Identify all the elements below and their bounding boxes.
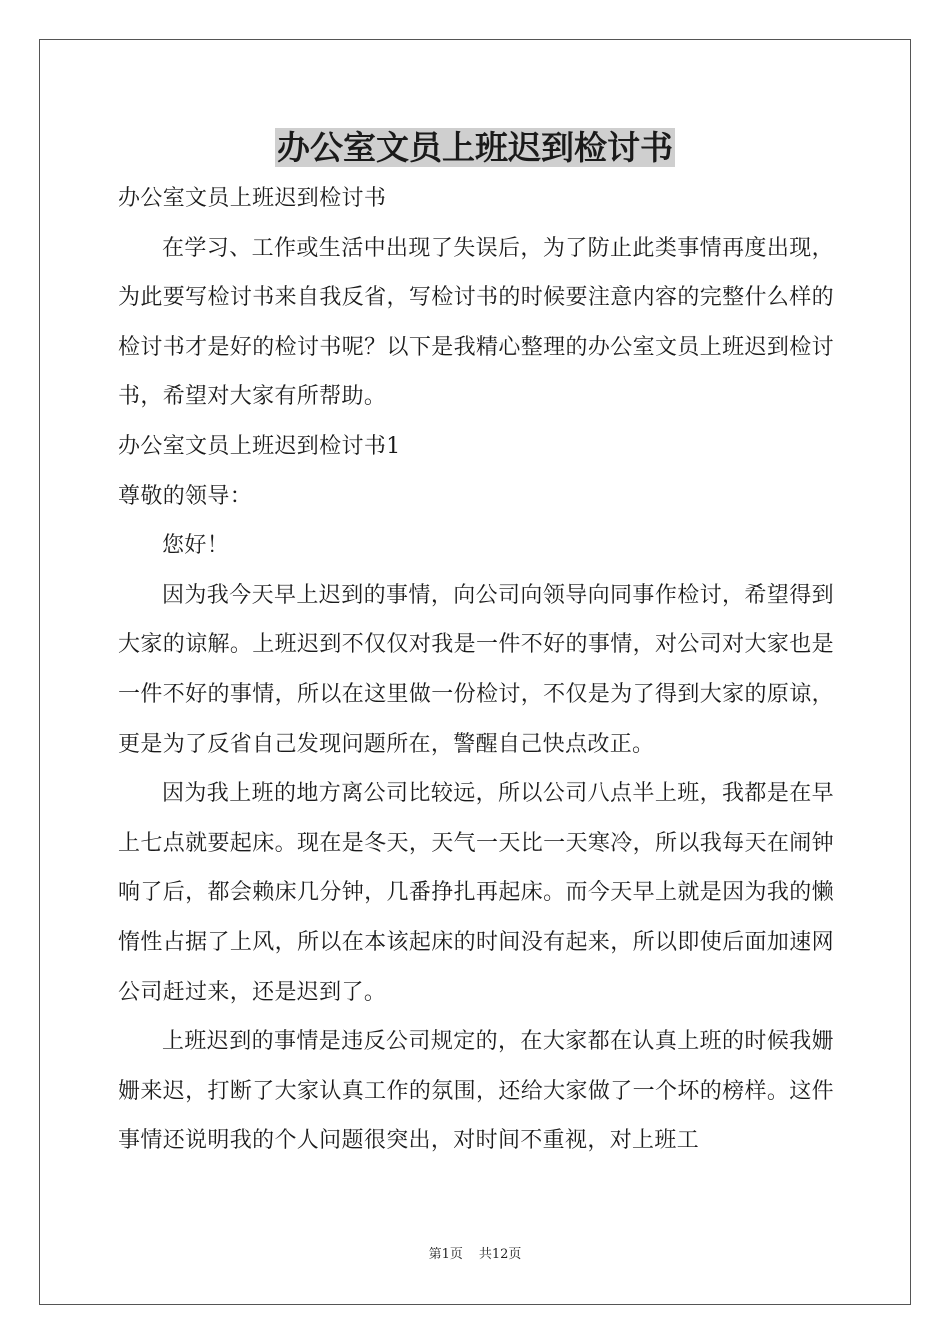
body-paragraph-1: 因为我今天早上迟到的事情，向公司向领导向同事作检讨，希望得到大家的谅解。上班迟到不仅仅对我是一件不好的事情，对公司对大家也是一件不好的事情，所以在这里做一份检讨，不仅是为了得到大家的原谅，更是为了反省自己发现问题所在，警醒自己快点改正。 (118, 582, 834, 757)
page-total: 共12页 (478, 1247, 522, 1262)
body-paragraph-2: 因为我上班的地方离公司比较远，所以公司八点半上班，我都是在早上七点就要起床。现在是冬天，天气一天比一天寒冷，所以我每天在闹钟响了后，都会赖床几分钟，几番挣扎再起床。而今天早上就是因为我的懒惰性占据了上风，所以在本该起床的时间没有起来，所以即使后面加速网公司赶过来，还是迟到了。 (118, 781, 834, 1005)
intro-paragraph: 在学习、工作或生活中出现了失误后，为了防止此类事情再度出现，为此要写检讨书来自我反省，写检讨书的时候要注意内容的完整什么样的检讨书才是好的检讨书呢？以下是我精心整理的办公室文员上班迟到检讨书，希望对大家有所帮助。 (118, 235, 834, 410)
body-paragraph-3: 上班迟到的事情是违反公司规定的，在大家都在认真上班的时候我姗姗来迟，打断了大家认真工作的氛围，还给大家做了一个坏的榜样。这件事情还说明我的个人问题很突出，对时间不重视，对上班工 (118, 1029, 834, 1154)
salutation: 尊敬的领导： (118, 483, 253, 509)
page-footer (0, 1246, 950, 1264)
document-title-text: 办公室文员上班迟到检讨书 (277, 128, 673, 167)
page-number: 第1页 (428, 1247, 463, 1262)
document-subtitle: 办公室文员上班迟到检讨书 (118, 186, 387, 211)
greeting: 您好！ (162, 533, 230, 559)
section-heading: 办公室文员上班迟到检讨书1 (118, 433, 401, 459)
document-title (0, 126, 950, 170)
document-body (118, 174, 834, 1166)
